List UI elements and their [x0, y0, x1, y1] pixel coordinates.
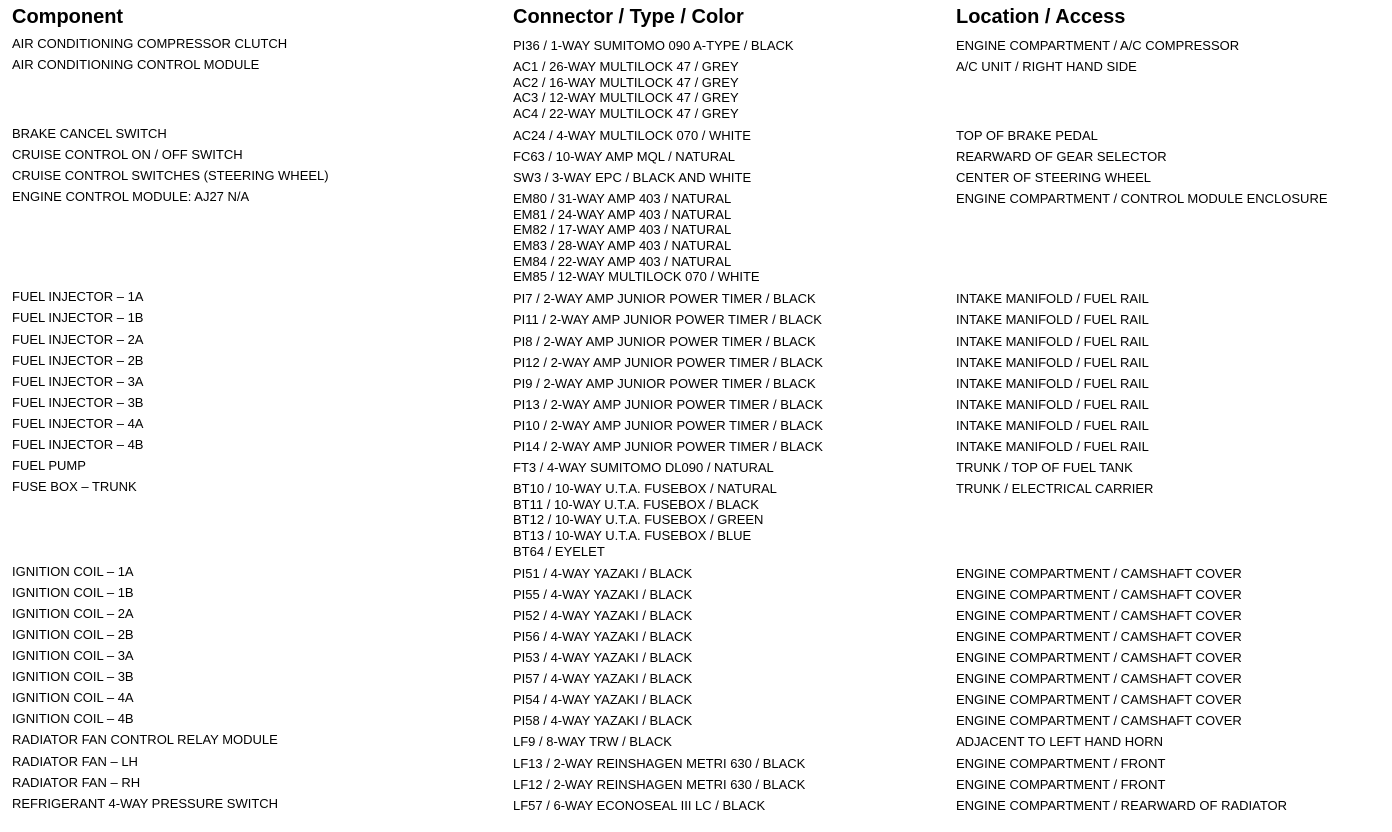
location-cell: INTAKE MANIFOLD / FUEL RAIL: [956, 375, 1149, 391]
table-row: [0, 711, 1392, 732]
component-cell: IGNITION COIL – 1B: [12, 584, 134, 600]
connector-line: LF12 / 2-WAY REINSHAGEN METRI 630 / BLACK: [513, 776, 806, 792]
location-cell: ENGINE COMPARTMENT / REARWARD OF RADIATOR: [956, 797, 1288, 813]
connector-cell: [513, 756, 805, 772]
connector-line: PI55 / 4-WAY YAZAKI / BLACK: [513, 586, 693, 602]
connector-line: BT64 / EYELET: [513, 543, 605, 559]
connector-line: PI13 / 2-WAY AMP JUNIOR POWER TIMER / BLACK: [513, 396, 823, 412]
connector-line: FC63 / 10-WAY AMP MQL / NATURAL: [513, 149, 736, 165]
location-cell: ENGINE COMPARTMENT / CAMSHAFT COVER: [956, 565, 1242, 581]
connector-line: EM83 / 28-WAY AMP 403 / NATURAL: [513, 238, 732, 254]
connector-cell: [513, 376, 816, 392]
location-cell: ENGINE COMPARTMENT / CAMSHAFT COVER: [956, 607, 1242, 623]
connector-cell: [513, 481, 777, 559]
connector-line: EM82 / 17-WAY AMP 403 / NATURAL: [513, 222, 732, 238]
table-row: [0, 168, 1392, 189]
connector-line: BT10 / 10-WAY U.T.A. FUSEBOX / NATURAL: [513, 481, 777, 497]
connector-line: PI14 / 2-WAY AMP JUNIOR POWER TIMER / BLACK: [513, 439, 823, 455]
table-row: [0, 36, 1392, 57]
connector-cell: [513, 128, 751, 144]
component-cell: FUEL INJECTOR – 2A: [12, 331, 144, 347]
connector-cell: [513, 334, 816, 350]
table-row: [0, 479, 1392, 564]
location-cell: ENGINE COMPARTMENT / CAMSHAFT COVER: [956, 692, 1242, 708]
connector-line: AC1 / 26-WAY MULTILOCK 47 / GREY: [513, 59, 739, 75]
table-row: [0, 648, 1392, 669]
table-row: [0, 395, 1392, 416]
location-cell: INTAKE MANIFOLD / FUEL RAIL: [956, 291, 1149, 307]
connector-line: PI36 / 1-WAY SUMITOMO 090 A-TYPE / BLACK: [513, 38, 794, 53]
component-cell: FUEL INJECTOR – 3B: [12, 394, 144, 410]
connector-line: EM81 / 24-WAY AMP 403 / NATURAL: [513, 206, 732, 222]
location-cell: INTAKE MANIFOLD / FUEL RAIL: [956, 417, 1149, 433]
connector-cell: [513, 397, 823, 413]
connector-cell: [513, 38, 794, 54]
connector-line: BT12 / 10-WAY U.T.A. FUSEBOX / GREEN: [513, 512, 764, 528]
table-row: [0, 189, 1392, 289]
component-cell: ENGINE CONTROL MODULE: AJ27 N/A: [12, 189, 250, 205]
component-cell: FUEL INJECTOR – 3A: [12, 373, 144, 389]
connector-line: LF57 / 6-WAY ECONOSEAL III LC / BLACK: [513, 797, 766, 813]
component-cell: CRUISE CONTROL SWITCHES (STEERING WHEEL): [12, 168, 329, 184]
header-location: Location / Access: [956, 6, 1126, 28]
connector-cell: [513, 713, 692, 729]
connector-line: FT3 / 4-WAY SUMITOMO DL090 / NATURAL: [513, 460, 774, 476]
component-cell: IGNITION COIL – 4B: [12, 711, 134, 727]
connector-line: PI53 / 4-WAY YAZAKI / BLACK: [513, 650, 693, 666]
component-cell: REFRIGERANT 4-WAY PRESSURE SWITCH: [12, 795, 279, 811]
location-cell: ENGINE COMPARTMENT / CAMSHAFT COVER: [956, 713, 1242, 729]
connector-line: PI8 / 2-WAY AMP JUNIOR POWER TIMER / BLACK: [513, 333, 816, 349]
component-cell: FUEL INJECTOR – 4B: [12, 437, 144, 453]
component-cell: FUEL INJECTOR – 1A: [12, 289, 144, 305]
connector-line: EM84 / 22-WAY AMP 403 / NATURAL: [513, 253, 732, 269]
table-row: [0, 627, 1392, 648]
component-cell: RADIATOR FAN CONTROL RELAY MODULE: [12, 732, 278, 748]
location-cell: ENGINE COMPARTMENT / FRONT: [956, 755, 1166, 771]
connector-line: BT13 / 10-WAY U.T.A. FUSEBOX / BLUE: [513, 527, 752, 543]
component-cell: BRAKE CANCEL SWITCH: [12, 125, 167, 141]
location-cell: TRUNK / TOP OF FUEL TANK: [956, 460, 1133, 476]
location-cell: ADJACENT TO LEFT HAND HORN: [956, 734, 1164, 750]
connector-cell: [513, 608, 692, 624]
location-cell: INTAKE MANIFOLD / FUEL RAIL: [956, 333, 1149, 349]
location-cell: ENGINE COMPARTMENT / CAMSHAFT COVER: [956, 671, 1242, 687]
table-row: [0, 775, 1392, 796]
location-cell: INTAKE MANIFOLD / FUEL RAIL: [956, 354, 1149, 370]
connector-line: PI57 / 4-WAY YAZAKI / BLACK: [513, 671, 693, 687]
connector-line: PI12 / 2-WAY AMP JUNIOR POWER TIMER / BLACK: [513, 354, 823, 370]
connector-cell: [513, 460, 774, 476]
component-cell: IGNITION COIL – 2B: [12, 626, 134, 642]
component-cell: IGNITION COIL – 4A: [12, 690, 134, 706]
connector-line: PI52 / 4-WAY YAZAKI / BLACK: [513, 607, 693, 623]
connector-line: PI9 / 2-WAY AMP JUNIOR POWER TIMER / BLACK: [513, 375, 816, 391]
component-cell: IGNITION COIL – 3A: [12, 648, 134, 664]
component-cell: IGNITION COIL – 1A: [12, 563, 134, 579]
location-cell: INTAKE MANIFOLD / FUEL RAIL: [956, 439, 1149, 455]
table-row: [0, 126, 1392, 147]
component-cell: FUEL INJECTOR – 2B: [12, 352, 144, 368]
connector-line: EM80 / 31-WAY AMP 403 / NATURAL: [513, 191, 732, 207]
connector-cell: [513, 629, 692, 645]
component-cell: IGNITION COIL – 3B: [12, 669, 134, 685]
connector-cell: [513, 291, 816, 307]
connector-line: AC4 / 22-WAY MULTILOCK 47 / GREY: [513, 105, 739, 121]
connector-line: PI10 / 2-WAY AMP JUNIOR POWER TIMER / BLACK: [513, 417, 823, 433]
connector-line: PI51 / 4-WAY YAZAKI / BLACK: [513, 565, 693, 581]
table-row: [0, 353, 1392, 374]
component-cell: CRUISE CONTROL ON / OFF SWITCH: [12, 147, 243, 163]
connector-cell: [513, 59, 739, 121]
location-cell: ENGINE COMPARTMENT / FRONT: [956, 776, 1166, 792]
connector-cell: [513, 692, 692, 708]
connector-cell: [513, 566, 692, 582]
connector-cell: [513, 149, 735, 165]
component-cell: RADIATOR FAN – LH: [12, 753, 138, 769]
connector-cell: [513, 191, 760, 285]
connector-cell: [513, 734, 672, 750]
connector-cell: [513, 650, 692, 666]
location-cell: INTAKE MANIFOLD / FUEL RAIL: [956, 396, 1149, 412]
connector-line: PI56 / 4-WAY YAZAKI / BLACK: [513, 628, 693, 644]
component-cell: FUSE BOX – TRUNK: [12, 479, 137, 495]
connector-line: PI54 / 4-WAY YAZAKI / BLACK: [513, 692, 693, 708]
location-cell: CENTER OF STEERING WHEEL: [956, 170, 1152, 186]
table-row: [0, 458, 1392, 479]
component-cell: FUEL INJECTOR – 1B: [12, 310, 144, 326]
table-body: [0, 36, 1392, 817]
table-row: [0, 585, 1392, 606]
location-cell: ENGINE COMPARTMENT / CAMSHAFT COVER: [956, 628, 1242, 644]
location-cell: ENGINE COMPARTMENT / CAMSHAFT COVER: [956, 586, 1242, 602]
connector-line: LF13 / 2-WAY REINSHAGEN METRI 630 / BLACK: [513, 755, 806, 771]
location-cell: ENGINE COMPARTMENT / A/C COMPRESSOR: [956, 38, 1240, 53]
connector-cell: [513, 671, 692, 687]
location-cell: TRUNK / ELECTRICAL CARRIER: [956, 481, 1154, 497]
table-row: [0, 57, 1392, 126]
connector-cell: [513, 777, 805, 793]
location-cell: REARWARD OF GEAR SELECTOR: [956, 149, 1167, 165]
table-row: [0, 690, 1392, 711]
component-cell: AIR CONDITIONING COMPRESSOR CLUTCH: [12, 36, 288, 51]
header-connector: Connector / Type / Color: [513, 6, 744, 28]
location-cell: INTAKE MANIFOLD / FUEL RAIL: [956, 312, 1149, 328]
header-component: Component: [12, 6, 124, 28]
connector-cell: [513, 439, 823, 455]
table-row: [0, 437, 1392, 458]
table-row: [0, 754, 1392, 775]
table-row: [0, 796, 1392, 817]
table-row: [0, 289, 1392, 310]
location-cell: ENGINE COMPARTMENT / CAMSHAFT COVER: [956, 650, 1242, 666]
table-row: [0, 332, 1392, 353]
connector-cell: [513, 418, 823, 434]
component-cell: AIR CONDITIONING CONTROL MODULE: [12, 57, 260, 73]
component-cell: RADIATOR FAN – RH: [12, 774, 141, 790]
location-cell: TOP OF BRAKE PEDAL: [956, 127, 1098, 143]
location-cell: ENGINE COMPARTMENT / CONTROL MODULE ENCLOSURE: [956, 191, 1328, 207]
connector-cell: [513, 170, 751, 186]
connector-line: PI7 / 2-WAY AMP JUNIOR POWER TIMER / BLACK: [513, 291, 816, 307]
connector-line: PI11 / 2-WAY AMP JUNIOR POWER TIMER / BLACK: [513, 312, 822, 328]
connector-line: AC3 / 12-WAY MULTILOCK 47 / GREY: [513, 90, 739, 106]
component-cell: IGNITION COIL – 2A: [12, 605, 134, 621]
table-row: [0, 606, 1392, 627]
table-row: [0, 416, 1392, 437]
table-row: [0, 147, 1392, 168]
connector-cell: [513, 798, 765, 814]
connector-line: AC24 / 4-WAY MULTILOCK 070 / WHITE: [513, 127, 751, 143]
connector-line: AC2 / 16-WAY MULTILOCK 47 / GREY: [513, 74, 739, 90]
table-row: [0, 732, 1392, 753]
connector-line: LF9 / 8-WAY TRW / BLACK: [513, 734, 672, 750]
connector-cell: [513, 312, 822, 328]
connector-cell: [513, 355, 823, 371]
connector-line: BT11 / 10-WAY U.T.A. FUSEBOX / BLACK: [513, 496, 759, 512]
location-cell: A/C UNIT / RIGHT HAND SIDE: [956, 59, 1137, 75]
connector-cell: [513, 587, 692, 603]
table-row: [0, 374, 1392, 395]
connector-line: PI58 / 4-WAY YAZAKI / BLACK: [513, 713, 693, 729]
connector-line: EM85 / 12-WAY MULTILOCK 070 / WHITE: [513, 269, 760, 285]
table-row: [0, 310, 1392, 331]
component-cell: FUEL INJECTOR – 4A: [12, 415, 144, 431]
component-cell: FUEL PUMP: [12, 458, 86, 474]
connector-line: SW3 / 3-WAY EPC / BLACK AND WHITE: [513, 170, 752, 186]
table-row: [0, 564, 1392, 585]
table-row: [0, 669, 1392, 690]
